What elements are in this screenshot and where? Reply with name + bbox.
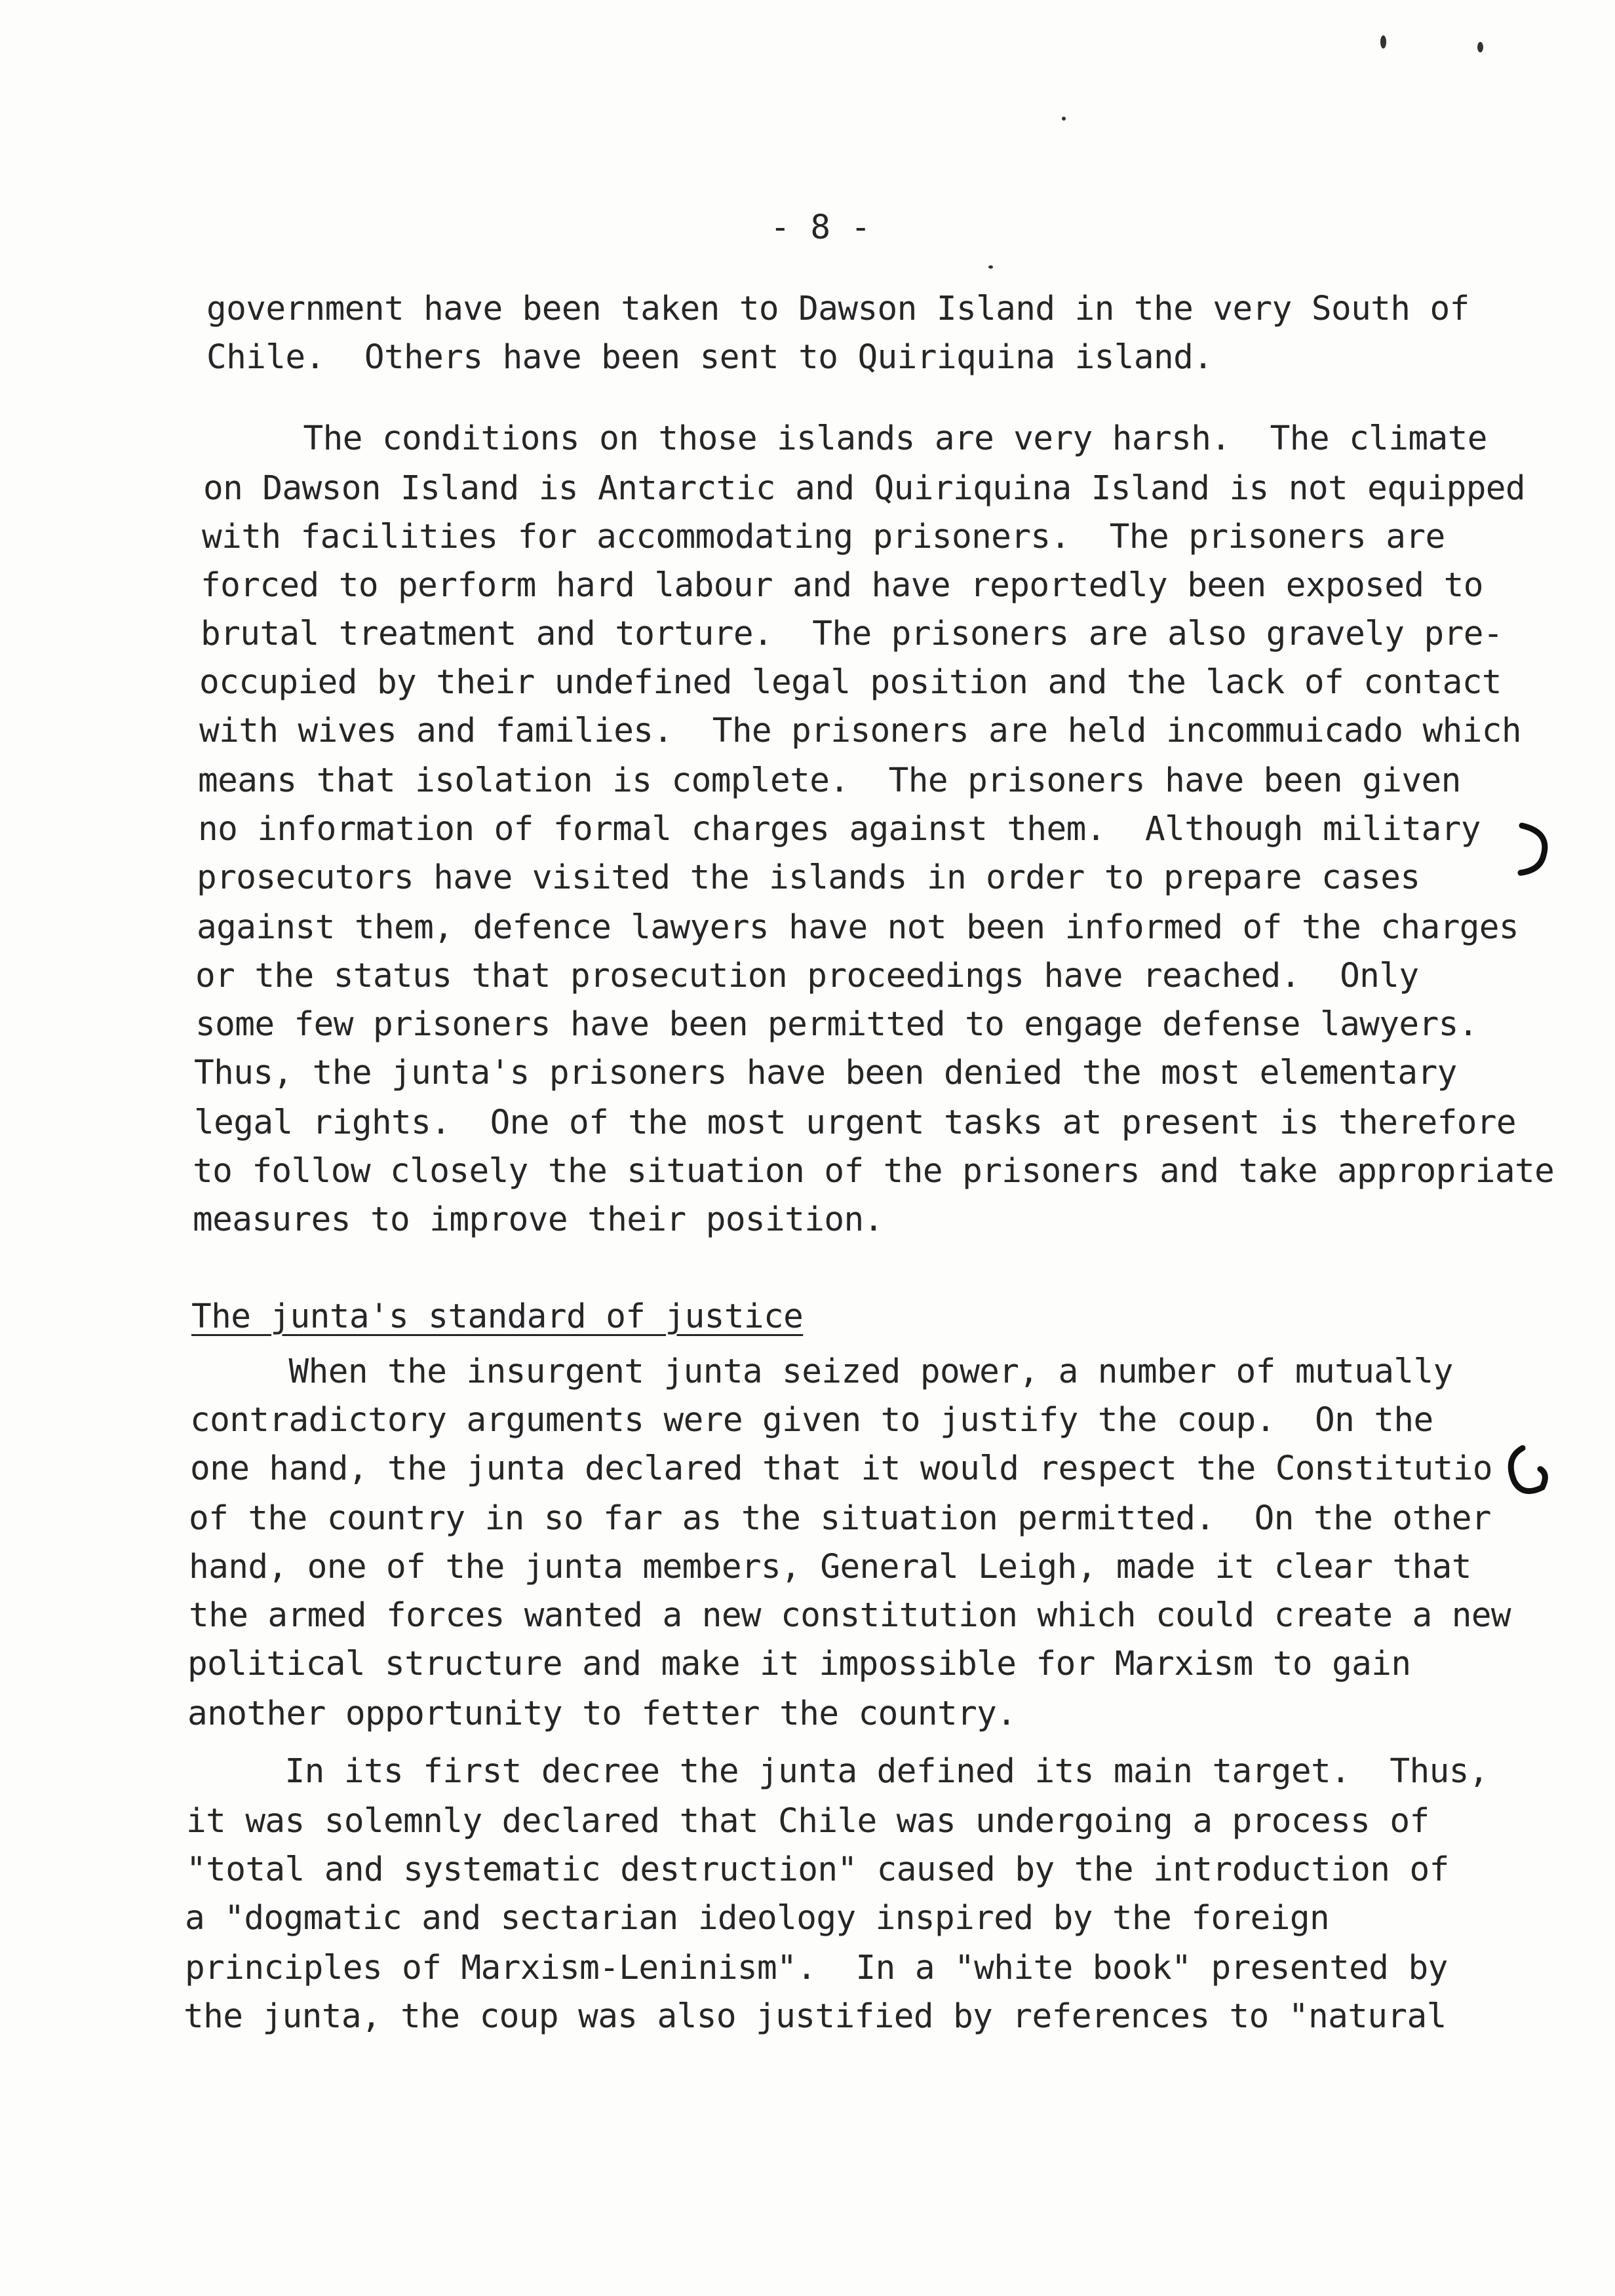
- text-line: Chile. Others have been sent to Quiriquina island.: [206, 338, 1213, 377]
- text-line: measures to improve their position.: [193, 1200, 884, 1239]
- text-line: the armed forces wanted a new constitution which could create a new: [189, 1596, 1511, 1635]
- text-line: to follow closely the situation of the prisoners and take appropriate: [193, 1152, 1555, 1191]
- text-line: contradictory arguments were given to justify the coup. On the: [190, 1401, 1433, 1440]
- ink-speck: [1477, 42, 1483, 52]
- text-line: of the country in so far as the situation permitted. On the other: [189, 1499, 1491, 1538]
- text-line: means that isolation is complete. The prisoners have been given: [198, 761, 1461, 800]
- text-line: one hand, the junta declared that it would respect the Constitutio: [190, 1449, 1492, 1488]
- text-line: no information of formal charges against them. Although military: [198, 810, 1481, 849]
- ink-speck: [1062, 117, 1066, 121]
- text-line: with wives and families. The prisoners are held incommuicado which: [199, 712, 1522, 750]
- text-line: In its first decree the junta defined its main target. Thus,: [186, 1752, 1489, 1791]
- text-line: forced to perform hard labour and have reportedly been exposed to: [201, 566, 1483, 605]
- text-line: a "dogmatic and sectarian ideology inspired by the foreign: [185, 1899, 1330, 1938]
- page-number: - 8 -: [770, 208, 871, 247]
- text-line: brutal treatment and torture. The prisoners are also gravely pre-: [201, 615, 1503, 653]
- ink-speck: [988, 265, 993, 269]
- text-line: When the insurgent junta seized power, a number of mutually: [190, 1352, 1453, 1391]
- margin-bracket-mark: [1514, 819, 1560, 878]
- text-line: "total and systematic destruction" caused by the introduction of: [186, 1850, 1449, 1889]
- text-line: political structure and make it impossible for Marxism to gain: [187, 1645, 1411, 1683]
- text-line: or the status that prosecution proceedings have reached. Only: [195, 957, 1419, 995]
- text-line: against them, defence lawyers have not been informed of the charges: [197, 908, 1519, 947]
- text-line: some few prisoners have been permitted to engage defense lawyers.: [195, 1005, 1478, 1044]
- text-line: principles of Marxism-Leninism". In a "white book" presented by: [185, 1949, 1448, 1987]
- text-line: legal rights. One of the most urgent tasks at present is therefore: [194, 1103, 1517, 1142]
- text-line: the junta, the coup was also justified by references to "natural: [184, 1997, 1447, 2036]
- text-line: prosecutors have visited the islands in order to prepare cases: [197, 858, 1420, 897]
- text-line: another opportunity to fetter the country.: [187, 1694, 1017, 1733]
- ink-speck: [1380, 35, 1386, 48]
- text-line: occupied by their undefined legal position and the lack of contact: [199, 663, 1502, 702]
- text-line: it was solemnly declared that Chile was undergoing a process of: [186, 1802, 1430, 1841]
- margin-bracket-mark: [1500, 1442, 1552, 1504]
- text-line: on Dawson Island is Antarctic and Quiriquina Island is not equipped: [203, 469, 1526, 508]
- text-line: government have been taken to Dawson Island in the very South of: [206, 290, 1469, 328]
- text-line: Thus, the junta's prisoners have been denied the most elementary: [194, 1054, 1457, 1092]
- text-line: The conditions on those islands are very harsh. The climate: [204, 419, 1487, 458]
- text-line: hand, one of the junta members, General Leigh, made it clear that: [189, 1548, 1471, 1586]
- section-heading: The junta's standard of justice: [191, 1297, 804, 1336]
- text-line: with facilities for accommodating prisoners. The prisoners are: [202, 518, 1445, 556]
